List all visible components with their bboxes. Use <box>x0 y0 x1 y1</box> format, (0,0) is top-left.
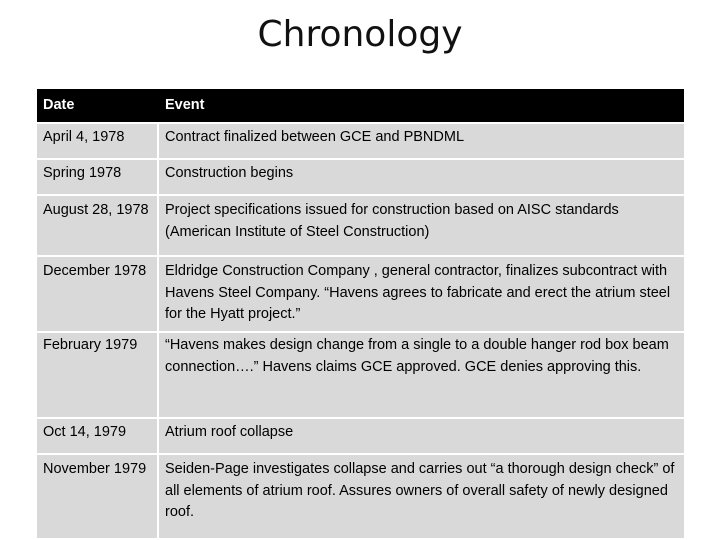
date-cell: Spring 1978 <box>37 158 159 194</box>
table-header-row <box>37 89 684 122</box>
event-cell: “Havens makes design change from a single to a double hanger rod box beam connection….” Havens claims GCE approved. GCE denies approving this. <box>159 331 684 417</box>
event-cell: Eldridge Construction Company , general contractor, finalizes subcontract with Havens Steel Company. “Havens agrees to fabricate and erect the atrium steel for the Hyatt project.” <box>159 255 684 331</box>
event-cell: Seiden-Page investigates collapse and carries out “a thorough design check” of all elements of atrium roof. Assures owners of overall safety of newly designed roof. <box>159 453 684 538</box>
date-cell: August 28, 1978 <box>37 194 159 255</box>
table-row <box>37 255 684 331</box>
event-cell: Atrium roof collapse <box>159 417 684 453</box>
column-header-event: Event <box>159 89 684 122</box>
table-row <box>37 453 684 538</box>
date-cell: November 1979 <box>37 453 159 538</box>
table-row <box>37 417 684 453</box>
page-title: Chronology <box>257 14 463 55</box>
event-cell: Contract finalized between GCE and PBNDML <box>159 122 684 158</box>
column-header-date: Date <box>37 89 159 122</box>
chronology-table <box>37 89 684 538</box>
date-cell: April 4, 1978 <box>37 122 159 158</box>
date-cell: February 1979 <box>37 331 159 417</box>
table-row <box>37 331 684 417</box>
table-row <box>37 158 684 194</box>
event-cell: Construction begins <box>159 158 684 194</box>
date-cell: Oct 14, 1979 <box>37 417 159 453</box>
date-cell: December 1978 <box>37 255 159 331</box>
table-row <box>37 194 684 255</box>
event-cell: Project specifications issued for construction based on AISC standards (American Institute of Steel Construction) <box>159 194 684 255</box>
table-row <box>37 122 684 158</box>
